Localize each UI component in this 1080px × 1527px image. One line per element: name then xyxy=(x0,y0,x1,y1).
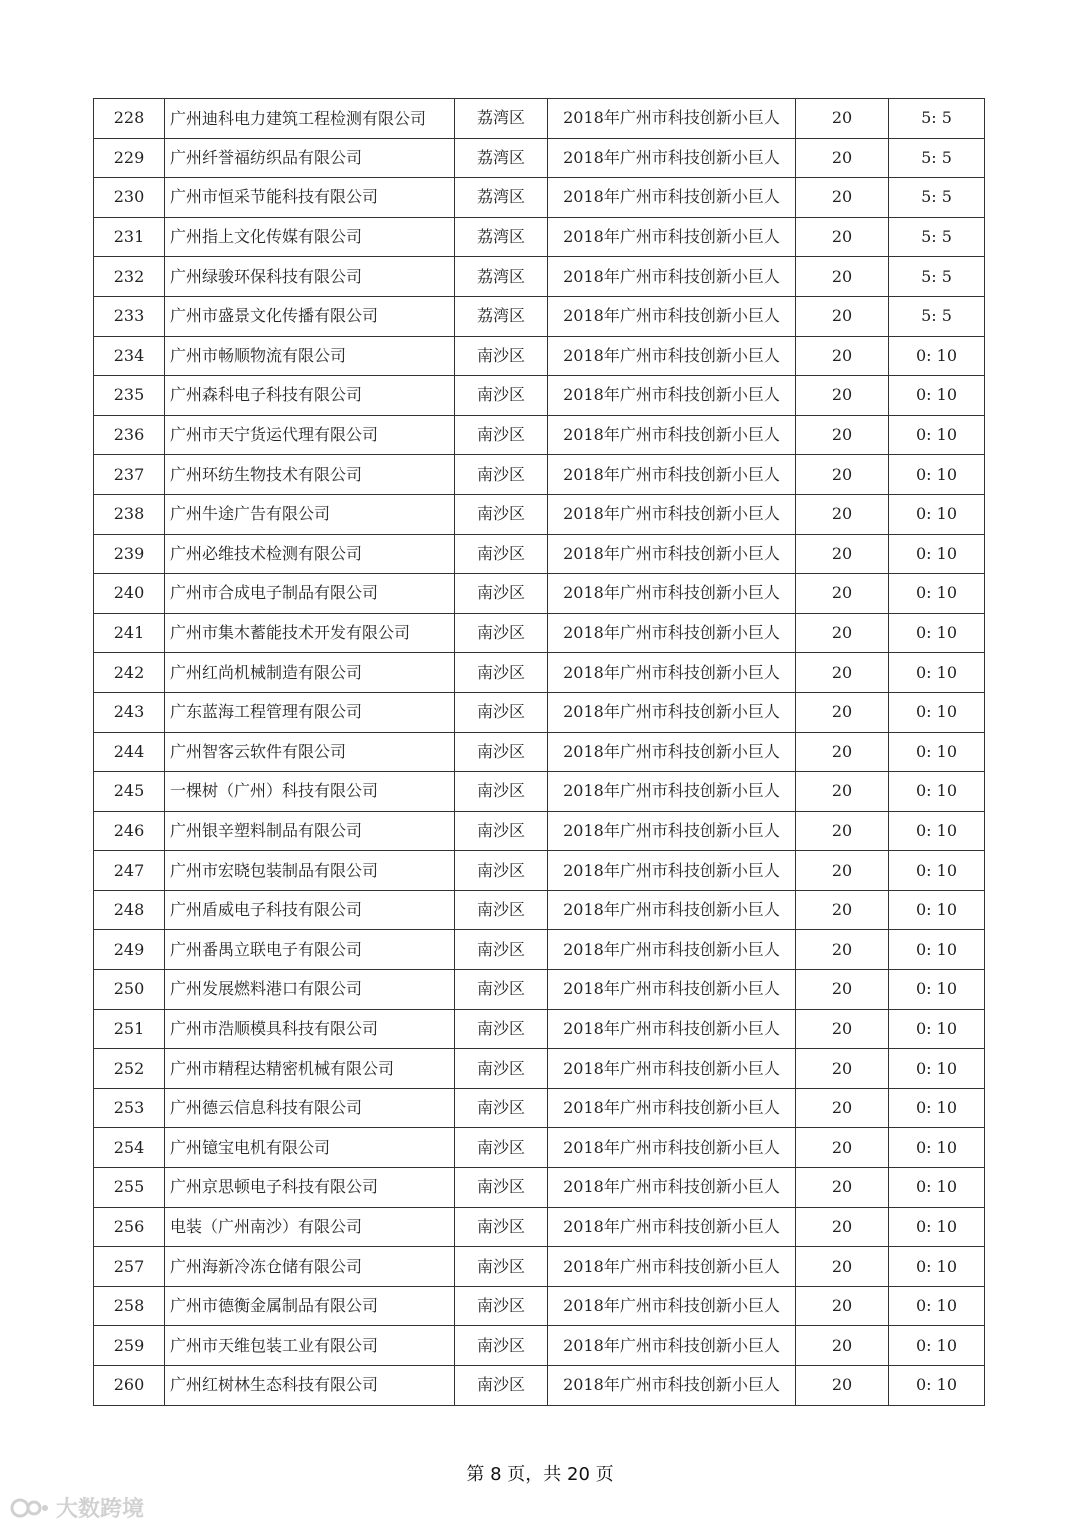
funding-ratio-cell: 5: 5 xyxy=(889,296,985,336)
row-number-cell: 240 xyxy=(94,574,165,614)
funding-amount-cell: 20 xyxy=(796,772,889,812)
company-name-cell: 广州市畅顺物流有限公司 xyxy=(165,336,455,376)
funding-amount-cell: 20 xyxy=(796,1326,889,1366)
row-number-cell: 228 xyxy=(94,99,165,139)
company-name-cell: 广州必维技术检测有限公司 xyxy=(165,534,455,574)
row-number-cell: 258 xyxy=(94,1286,165,1326)
company-name-cell: 电装（广州南沙）有限公司 xyxy=(165,1207,455,1247)
company-name-cell: 广州番禺立联电子有限公司 xyxy=(165,930,455,970)
watermark-text: 大数跨境 xyxy=(56,1497,145,1522)
program-type-cell: 2018年广州市科技创新小巨人 xyxy=(548,1088,796,1128)
table-row xyxy=(94,1088,985,1128)
table-row xyxy=(94,1326,985,1366)
funding-ratio-cell: 5: 5 xyxy=(889,217,985,257)
program-type-cell: 2018年广州市科技创新小巨人 xyxy=(548,692,796,732)
funding-ratio-cell: 0: 10 xyxy=(889,1128,985,1168)
table-row xyxy=(94,574,985,614)
company-name-cell: 一棵树（广州）科技有限公司 xyxy=(165,772,455,812)
funding-ratio-cell: 0: 10 xyxy=(889,1168,985,1208)
company-name-cell: 广东蓝海工程管理有限公司 xyxy=(165,692,455,732)
program-type-cell: 2018年广州市科技创新小巨人 xyxy=(548,257,796,297)
company-name-cell: 广州市合成电子制品有限公司 xyxy=(165,574,455,614)
district-cell: 南沙区 xyxy=(455,970,548,1010)
row-number-cell: 251 xyxy=(94,1009,165,1049)
district-cell: 荔湾区 xyxy=(455,257,548,297)
table-row xyxy=(94,1009,985,1049)
funding-ratio-cell: 0: 10 xyxy=(889,1366,985,1406)
program-type-cell: 2018年广州市科技创新小巨人 xyxy=(548,376,796,416)
program-type-cell: 2018年广州市科技创新小巨人 xyxy=(548,970,796,1010)
company-name-cell: 广州指上文化传媒有限公司 xyxy=(165,217,455,257)
funding-ratio-cell: 0: 10 xyxy=(889,692,985,732)
company-name-cell: 广州市精程达精密机械有限公司 xyxy=(165,1049,455,1089)
company-name-cell: 广州德云信息科技有限公司 xyxy=(165,1088,455,1128)
table-row xyxy=(94,336,985,376)
company-name-cell: 广州市天宁货运代理有限公司 xyxy=(165,415,455,455)
district-cell: 南沙区 xyxy=(455,772,548,812)
table-row xyxy=(94,772,985,812)
district-cell: 荔湾区 xyxy=(455,138,548,178)
table-row xyxy=(94,653,985,693)
funding-ratio-cell: 0: 10 xyxy=(889,494,985,534)
funding-amount-cell: 20 xyxy=(796,1128,889,1168)
program-type-cell: 2018年广州市科技创新小巨人 xyxy=(548,1168,796,1208)
row-number-cell: 229 xyxy=(94,138,165,178)
funding-amount-cell: 20 xyxy=(796,1207,889,1247)
row-number-cell: 243 xyxy=(94,692,165,732)
funding-ratio-cell: 0: 10 xyxy=(889,930,985,970)
funding-ratio-cell: 0: 10 xyxy=(889,415,985,455)
funding-ratio-cell: 0: 10 xyxy=(889,772,985,812)
district-cell: 南沙区 xyxy=(455,811,548,851)
funding-ratio-cell: 5: 5 xyxy=(889,138,985,178)
table-row xyxy=(94,613,985,653)
funding-amount-cell: 20 xyxy=(796,970,889,1010)
row-number-cell: 252 xyxy=(94,1049,165,1089)
funding-amount-cell: 20 xyxy=(796,415,889,455)
funding-ratio-cell: 0: 10 xyxy=(889,811,985,851)
district-cell: 南沙区 xyxy=(455,890,548,930)
funding-ratio-cell: 0: 10 xyxy=(889,1326,985,1366)
company-name-cell: 广州市德衡金属制品有限公司 xyxy=(165,1286,455,1326)
program-type-cell: 2018年广州市科技创新小巨人 xyxy=(548,1326,796,1366)
company-name-cell: 广州市盛景文化传播有限公司 xyxy=(165,296,455,336)
program-type-cell: 2018年广州市科技创新小巨人 xyxy=(548,217,796,257)
funding-amount-cell: 20 xyxy=(796,99,889,139)
table-row xyxy=(94,296,985,336)
row-number-cell: 250 xyxy=(94,970,165,1010)
program-type-cell: 2018年广州市科技创新小巨人 xyxy=(548,851,796,891)
funding-amount-cell: 20 xyxy=(796,692,889,732)
table-row xyxy=(94,692,985,732)
funding-ratio-cell: 0: 10 xyxy=(889,1009,985,1049)
row-number-cell: 232 xyxy=(94,257,165,297)
row-number-cell: 231 xyxy=(94,217,165,257)
table-row xyxy=(94,178,985,218)
district-cell: 南沙区 xyxy=(455,1049,548,1089)
row-number-cell: 255 xyxy=(94,1168,165,1208)
row-number-cell: 233 xyxy=(94,296,165,336)
funding-ratio-cell: 0: 10 xyxy=(889,1049,985,1089)
company-name-cell: 广州市浩顺模具科技有限公司 xyxy=(165,1009,455,1049)
funding-amount-cell: 20 xyxy=(796,1088,889,1128)
funding-amount-cell: 20 xyxy=(796,296,889,336)
funding-amount-cell: 20 xyxy=(796,811,889,851)
funding-amount-cell: 20 xyxy=(796,257,889,297)
table-row xyxy=(94,138,985,178)
table-row xyxy=(94,1286,985,1326)
table-row xyxy=(94,217,985,257)
company-name-cell: 广州牛途广告有限公司 xyxy=(165,494,455,534)
company-name-cell: 广州纤誉福纺织品有限公司 xyxy=(165,138,455,178)
funding-amount-cell: 20 xyxy=(796,217,889,257)
funding-ratio-cell: 0: 10 xyxy=(889,336,985,376)
company-name-cell: 广州红树林生态科技有限公司 xyxy=(165,1366,455,1406)
row-number-cell: 249 xyxy=(94,930,165,970)
table-row xyxy=(94,1049,985,1089)
row-number-cell: 241 xyxy=(94,613,165,653)
funding-amount-cell: 20 xyxy=(796,890,889,930)
program-type-cell: 2018年广州市科技创新小巨人 xyxy=(548,1128,796,1168)
program-type-cell: 2018年广州市科技创新小巨人 xyxy=(548,811,796,851)
district-cell: 南沙区 xyxy=(455,1326,548,1366)
district-cell: 荔湾区 xyxy=(455,178,548,218)
program-type-cell: 2018年广州市科技创新小巨人 xyxy=(548,1286,796,1326)
funding-ratio-cell: 0: 10 xyxy=(889,1286,985,1326)
table-row xyxy=(94,811,985,851)
row-number-cell: 238 xyxy=(94,494,165,534)
funding-ratio-cell: 0: 10 xyxy=(889,1207,985,1247)
district-cell: 南沙区 xyxy=(455,1286,548,1326)
district-cell: 南沙区 xyxy=(455,732,548,772)
company-name-cell: 广州发展燃料港口有限公司 xyxy=(165,970,455,1010)
funding-amount-cell: 20 xyxy=(796,376,889,416)
company-list-table xyxy=(93,98,985,1406)
funding-amount-cell: 20 xyxy=(796,1247,889,1287)
table-row xyxy=(94,534,985,574)
table-row xyxy=(94,930,985,970)
company-name-cell: 广州市天维包装工业有限公司 xyxy=(165,1326,455,1366)
company-list-table-container xyxy=(93,98,984,1406)
district-cell: 南沙区 xyxy=(455,1168,548,1208)
funding-amount-cell: 20 xyxy=(796,653,889,693)
funding-amount-cell: 20 xyxy=(796,1049,889,1089)
program-type-cell: 2018年广州市科技创新小巨人 xyxy=(548,336,796,376)
row-number-cell: 253 xyxy=(94,1088,165,1128)
table-row xyxy=(94,1128,985,1168)
funding-ratio-cell: 0: 10 xyxy=(889,1247,985,1287)
funding-amount-cell: 20 xyxy=(796,930,889,970)
district-cell: 南沙区 xyxy=(455,1088,548,1128)
district-cell: 南沙区 xyxy=(455,376,548,416)
row-number-cell: 235 xyxy=(94,376,165,416)
table-row xyxy=(94,732,985,772)
watermark xyxy=(10,1492,144,1523)
company-name-cell: 广州海新冷冻仓储有限公司 xyxy=(165,1247,455,1287)
district-cell: 南沙区 xyxy=(455,851,548,891)
funding-amount-cell: 20 xyxy=(796,613,889,653)
district-cell: 南沙区 xyxy=(455,494,548,534)
row-number-cell: 248 xyxy=(94,890,165,930)
district-cell: 南沙区 xyxy=(455,1366,548,1406)
program-type-cell: 2018年广州市科技创新小巨人 xyxy=(548,415,796,455)
row-number-cell: 259 xyxy=(94,1326,165,1366)
program-type-cell: 2018年广州市科技创新小巨人 xyxy=(548,1366,796,1406)
row-number-cell: 230 xyxy=(94,178,165,218)
funding-ratio-cell: 0: 10 xyxy=(889,732,985,772)
table-row xyxy=(94,415,985,455)
row-number-cell: 242 xyxy=(94,653,165,693)
program-type-cell: 2018年广州市科技创新小巨人 xyxy=(548,455,796,495)
program-type-cell: 2018年广州市科技创新小巨人 xyxy=(548,732,796,772)
page-number-label: 第 8 页，共 20 页 xyxy=(466,1464,614,1485)
district-cell: 荔湾区 xyxy=(455,217,548,257)
funding-amount-cell: 20 xyxy=(796,494,889,534)
program-type-cell: 2018年广州市科技创新小巨人 xyxy=(548,772,796,812)
funding-ratio-cell: 0: 10 xyxy=(889,574,985,614)
funding-ratio-cell: 0: 10 xyxy=(889,970,985,1010)
row-number-cell: 239 xyxy=(94,534,165,574)
company-name-cell: 广州森科电子科技有限公司 xyxy=(165,376,455,416)
funding-amount-cell: 20 xyxy=(796,138,889,178)
district-cell: 南沙区 xyxy=(455,930,548,970)
funding-amount-cell: 20 xyxy=(796,178,889,218)
program-type-cell: 2018年广州市科技创新小巨人 xyxy=(548,574,796,614)
row-number-cell: 247 xyxy=(94,851,165,891)
program-type-cell: 2018年广州市科技创新小巨人 xyxy=(548,1247,796,1287)
funding-ratio-cell: 5: 5 xyxy=(889,178,985,218)
funding-ratio-cell: 0: 10 xyxy=(889,376,985,416)
row-number-cell: 245 xyxy=(94,772,165,812)
company-name-cell: 广州智客云软件有限公司 xyxy=(165,732,455,772)
company-name-cell: 广州环纺生物技术有限公司 xyxy=(165,455,455,495)
district-cell: 南沙区 xyxy=(455,613,548,653)
table-row xyxy=(94,1366,985,1406)
table-row xyxy=(94,257,985,297)
funding-amount-cell: 20 xyxy=(796,1366,889,1406)
table-row xyxy=(94,376,985,416)
row-number-cell: 244 xyxy=(94,732,165,772)
program-type-cell: 2018年广州市科技创新小巨人 xyxy=(548,613,796,653)
program-type-cell: 2018年广州市科技创新小巨人 xyxy=(548,890,796,930)
row-number-cell: 260 xyxy=(94,1366,165,1406)
funding-amount-cell: 20 xyxy=(796,534,889,574)
district-cell: 南沙区 xyxy=(455,653,548,693)
program-type-cell: 2018年广州市科技创新小巨人 xyxy=(548,99,796,139)
program-type-cell: 2018年广州市科技创新小巨人 xyxy=(548,653,796,693)
company-name-cell: 广州银辛塑料制品有限公司 xyxy=(165,811,455,851)
funding-ratio-cell: 0: 10 xyxy=(889,613,985,653)
funding-amount-cell: 20 xyxy=(796,732,889,772)
program-type-cell: 2018年广州市科技创新小巨人 xyxy=(548,1009,796,1049)
company-name-cell: 广州镱宝电机有限公司 xyxy=(165,1128,455,1168)
table-row xyxy=(94,455,985,495)
table-row xyxy=(94,1168,985,1208)
company-name-cell: 广州市宏晓包装制品有限公司 xyxy=(165,851,455,891)
district-cell: 南沙区 xyxy=(455,1009,548,1049)
funding-ratio-cell: 0: 10 xyxy=(889,851,985,891)
funding-amount-cell: 20 xyxy=(796,574,889,614)
district-cell: 荔湾区 xyxy=(455,99,548,139)
row-number-cell: 237 xyxy=(94,455,165,495)
program-type-cell: 2018年广州市科技创新小巨人 xyxy=(548,930,796,970)
funding-amount-cell: 20 xyxy=(796,455,889,495)
company-name-cell: 广州市恒采节能科技有限公司 xyxy=(165,178,455,218)
row-number-cell: 236 xyxy=(94,415,165,455)
funding-ratio-cell: 0: 10 xyxy=(889,455,985,495)
row-number-cell: 234 xyxy=(94,336,165,376)
table-body xyxy=(94,99,985,1406)
program-type-cell: 2018年广州市科技创新小巨人 xyxy=(548,534,796,574)
table-row xyxy=(94,970,985,1010)
district-cell: 南沙区 xyxy=(455,574,548,614)
row-number-cell: 257 xyxy=(94,1247,165,1287)
table-row xyxy=(94,494,985,534)
brand-logo-icon xyxy=(10,1496,50,1520)
district-cell: 南沙区 xyxy=(455,692,548,732)
district-cell: 南沙区 xyxy=(455,534,548,574)
funding-amount-cell: 20 xyxy=(796,1286,889,1326)
funding-amount-cell: 20 xyxy=(796,1168,889,1208)
program-type-cell: 2018年广州市科技创新小巨人 xyxy=(548,296,796,336)
district-cell: 荔湾区 xyxy=(455,296,548,336)
table-row xyxy=(94,1207,985,1247)
funding-amount-cell: 20 xyxy=(796,1009,889,1049)
funding-ratio-cell: 0: 10 xyxy=(889,1088,985,1128)
funding-ratio-cell: 5: 5 xyxy=(889,257,985,297)
program-type-cell: 2018年广州市科技创新小巨人 xyxy=(548,1049,796,1089)
funding-ratio-cell: 0: 10 xyxy=(889,890,985,930)
table-row xyxy=(94,851,985,891)
program-type-cell: 2018年广州市科技创新小巨人 xyxy=(548,178,796,218)
row-number-cell: 256 xyxy=(94,1207,165,1247)
company-name-cell: 广州红尚机械制造有限公司 xyxy=(165,653,455,693)
company-name-cell: 广州绿骏环保科技有限公司 xyxy=(165,257,455,297)
program-type-cell: 2018年广州市科技创新小巨人 xyxy=(548,1207,796,1247)
district-cell: 南沙区 xyxy=(455,1128,548,1168)
table-row xyxy=(94,890,985,930)
company-name-cell: 广州市集木蓄能技术开发有限公司 xyxy=(165,613,455,653)
row-number-cell: 246 xyxy=(94,811,165,851)
program-type-cell: 2018年广州市科技创新小巨人 xyxy=(548,138,796,178)
company-name-cell: 广州盾威电子科技有限公司 xyxy=(165,890,455,930)
district-cell: 南沙区 xyxy=(455,455,548,495)
table-row xyxy=(94,1247,985,1287)
program-type-cell: 2018年广州市科技创新小巨人 xyxy=(548,494,796,534)
funding-ratio-cell: 5: 5 xyxy=(889,99,985,139)
row-number-cell: 254 xyxy=(94,1128,165,1168)
funding-amount-cell: 20 xyxy=(796,851,889,891)
table-row xyxy=(94,99,985,139)
district-cell: 南沙区 xyxy=(455,336,548,376)
funding-amount-cell: 20 xyxy=(796,336,889,376)
district-cell: 南沙区 xyxy=(455,1207,548,1247)
company-name-cell: 广州京思顿电子科技有限公司 xyxy=(165,1168,455,1208)
funding-ratio-cell: 0: 10 xyxy=(889,653,985,693)
page-footer xyxy=(0,1460,1080,1486)
company-name-cell: 广州迪科电力建筑工程检测有限公司 xyxy=(165,99,455,139)
district-cell: 南沙区 xyxy=(455,415,548,455)
district-cell: 南沙区 xyxy=(455,1247,548,1287)
funding-ratio-cell: 0: 10 xyxy=(889,534,985,574)
